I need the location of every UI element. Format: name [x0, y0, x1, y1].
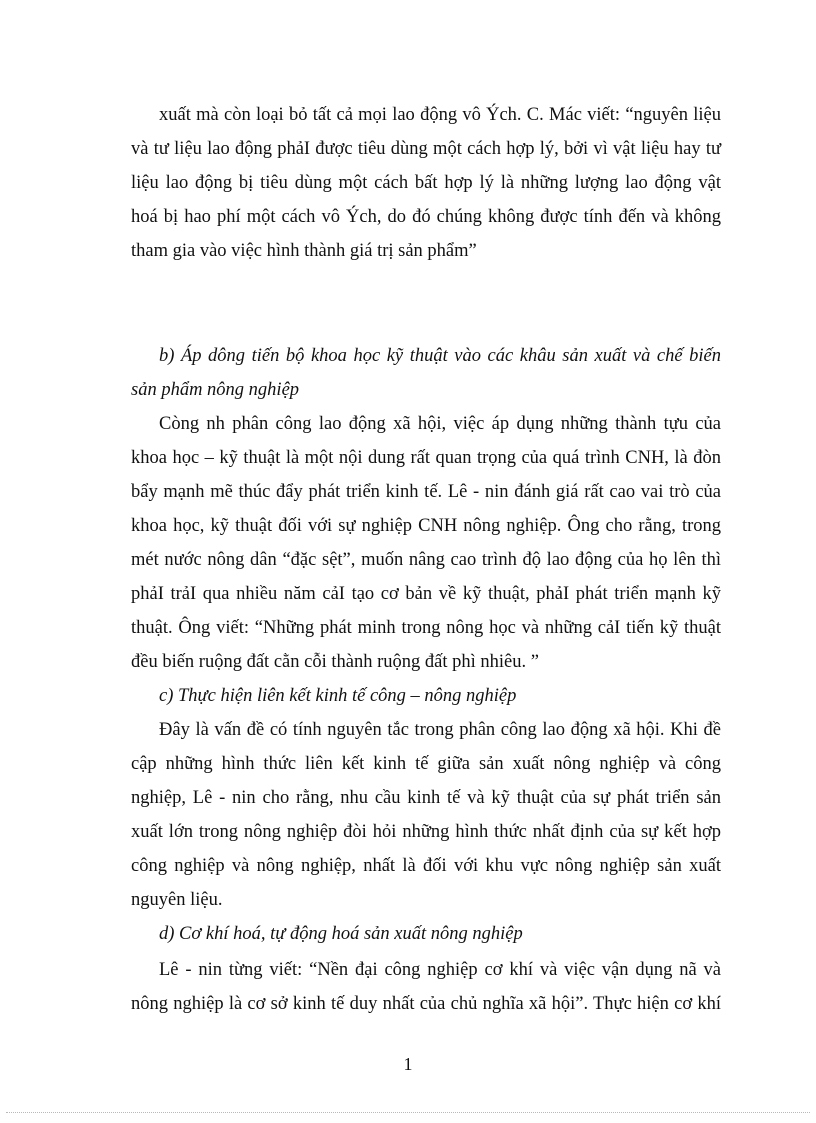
- text-line: Đây là vấn đề có tính nguyên tắc trong phân công lao động xã hội. Khi đề: [159, 720, 721, 740]
- text-line: nguyên liệu.: [131, 890, 223, 910]
- heading-c: [131, 679, 721, 713]
- text-line: khoa học, kỹ thuật đối với sự nghiệp CNH nông nghiệp. Ông cho rằng, trong: [131, 516, 721, 536]
- text-line: công nghiệp và nông nghiệp, nhất là đối với khu vực nông nghiệp sản xuất: [131, 856, 721, 876]
- text-line: Còng nh phân công lao động xã hội, việc áp dụng những thành tựu của: [159, 414, 721, 434]
- heading-line: b) Áp dông tiến bộ khoa học kỹ thuật vào các khâu sản xuất và chế biến: [159, 346, 721, 366]
- text-line: xuất mà còn loại bỏ tất cả mọi lao động vô Ých. C. Mác viết: “nguyên liệu: [159, 105, 721, 125]
- heading-line: c) Thực hiện liên kết kinh tế công – nông nghiệp: [159, 686, 517, 706]
- heading-d: [131, 917, 721, 951]
- paragraph-3: [131, 713, 721, 917]
- text-line: mét nước nông dân “đặc sệt”, muốn nâng cao trình độ lao động của họ lên thì: [131, 550, 721, 570]
- text-line: phảI trảI qua nhiều năm cảI tạo cơ bản về kỹ thuật, phảI phát triển mạnh kỹ: [131, 584, 721, 604]
- text-line: khoa học – kỹ thuật là một nội dung rất quan trọng của quá trình CNH, là đòn: [131, 448, 721, 468]
- text-line: bẩy mạnh mẽ thúc đẩy phát triển kinh tế. Lê - nin đánh giá rất cao vai trò của: [131, 482, 721, 502]
- text-line: nông nghiệp là cơ sở kinh tế duy nhất của chủ nghĩa xã hội”. Thực hiện cơ khí: [131, 994, 721, 1014]
- text-line: đều biến ruộng đất cằn cỗi thành ruộng đất phì nhiêu. ”: [131, 652, 539, 672]
- heading-line: d) Cơ khí hoá, tự động hoá sản xuất nông nghiệp: [159, 924, 523, 944]
- text-line: xuất lớn trong nông nghiệp đòi hỏi những hình thức nhất định của sự kết hợp: [131, 822, 721, 842]
- page-bottom-border: [6, 1112, 810, 1113]
- text-line: Lê - nin từng viết: “Nền đại công nghiệp cơ khí và việc vận dụng nã và: [159, 960, 721, 980]
- text-line: nghiệp, Lê - nin cho rằng, nhu cầu kinh tế và kỹ thuật của sự phát triển sản: [131, 788, 721, 808]
- text-line: và tư liệu lao động phảI được tiêu dùng một cách hợp lý, bởi vì vật liệu hay tư: [131, 139, 721, 159]
- heading-line: sản phẩm nông nghiệp: [131, 380, 300, 400]
- text-line: thuật. Ông viết: “Những phát minh trong nông học và những cảI tiến kỹ thuật: [131, 618, 721, 638]
- text-line: hoá bị hao phí một cách vô Ých, do đó chúng không được tính đến và không: [131, 207, 721, 227]
- text-line: liệu lao động bị tiêu dùng một cách bất hợp lý là những lượng lao động vật: [131, 173, 721, 193]
- paragraph-4: [131, 953, 721, 1021]
- text-line: cập những hình thức liên kết kinh tế giữa sản xuất nông nghiệp và công: [131, 754, 721, 774]
- text-line: tham gia vào việc hình thành giá trị sản phẩm”: [131, 241, 477, 261]
- page-number: 1: [403, 1054, 413, 1074]
- heading-b: [131, 339, 721, 407]
- paragraph-1: [131, 98, 721, 268]
- paragraph-2: [131, 407, 721, 679]
